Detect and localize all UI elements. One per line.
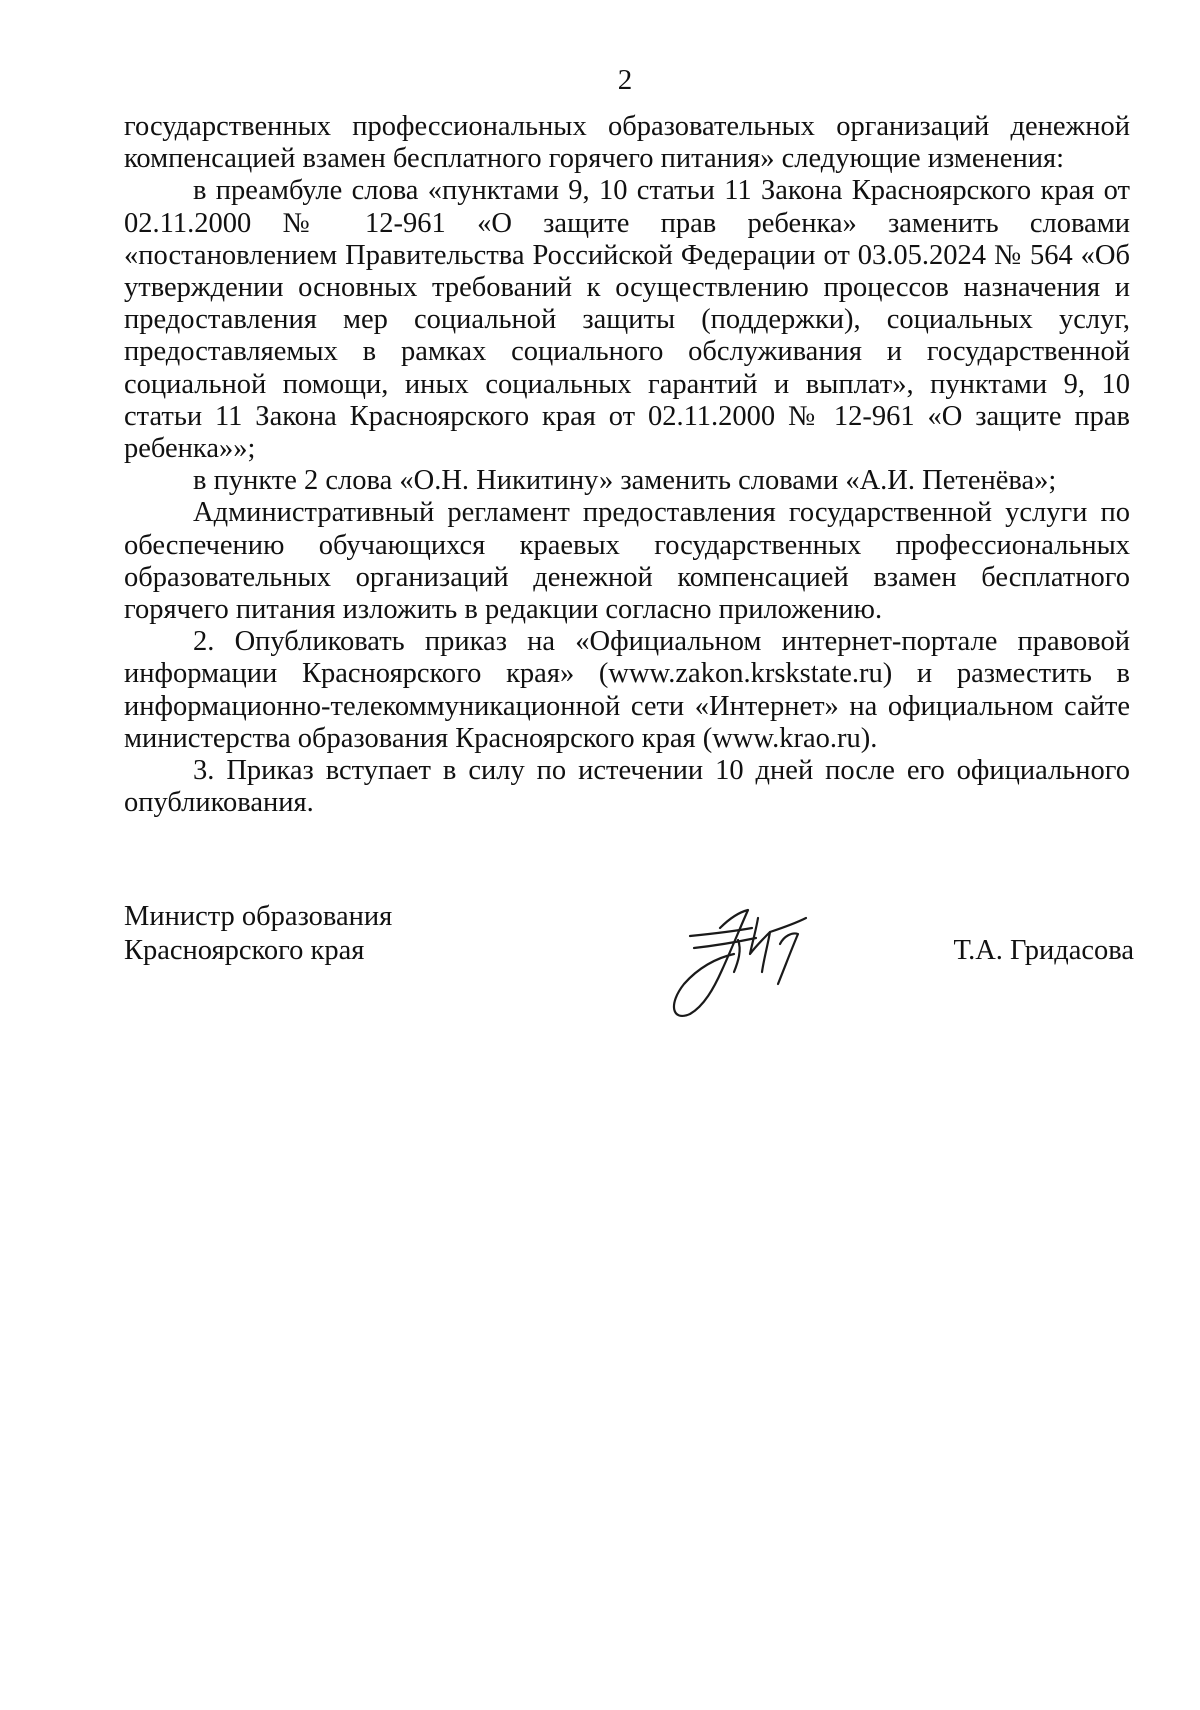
signer-position-line-2: Красноярского края: [124, 935, 365, 966]
signer-position: [124, 900, 524, 968]
paragraph-item-2-publish: 2. Опубликовать приказ на «Официальном интернет-портале правовой информации Красноярского края» (www.zakon.krskstate.ru) и разместить в информационно-телекоммуникационной сети «Интернет» на официальном сайте министерства образования Красноярского края (www.krao.ru).: [124, 626, 1130, 754]
handwritten-signature-icon: [660, 888, 840, 1028]
paragraph-regulation-change: Административный регламент предоставления государственной услуги по обеспечению обучающихся краевых государственных профессиональных образовательных организаций денежной компенсацией взамен бесплатного горячего питания изложить в редакции согласно приложению.: [124, 497, 1130, 626]
paragraph-point2-change: в пункте 2 слова «О.Н. Никитину» заменить словами «А.И. Петенёва»;: [193, 465, 1057, 497]
signer-position-line-1: Министр образования: [124, 901, 393, 932]
signature-block: [124, 900, 1134, 1030]
page-number: 2: [617, 64, 633, 96]
signer-name: Т.А. Гридасова: [953, 935, 1134, 966]
document-body: [124, 111, 1130, 819]
paragraph-item-3-effect: 3. Приказ вступает в силу по истечении 10 дней после его официального опубликования.: [124, 755, 1130, 819]
paragraph-preamble-change: в преамбуле слова «пунктами 9, 10 статьи 11 Закона Красноярского края от 02.11.2000 № 12-961 «О защите прав ребенка» заменить словами «постановлением Правительства Российской Федерации от 03.05.2024 № 564 «Об утверждении основных требований к осуществлению процессов назначения и предоставления мер социальной защиты (поддержки), социальных услуг, предоставляемых в рамках социального обслуживания и государственной социальной помощи, иных социальных гарантий и выплат», пунктами 9, 10 статьи 11 Закона Красноярского края от 02.11.2000 № 12-961 «О защите прав ребенка»»;: [124, 175, 1130, 465]
paragraph-continuation: государственных профессиональных образовательных организаций денежной компенсацией взамен бесплатного горячего питания» следующие изменения:: [124, 111, 1130, 175]
